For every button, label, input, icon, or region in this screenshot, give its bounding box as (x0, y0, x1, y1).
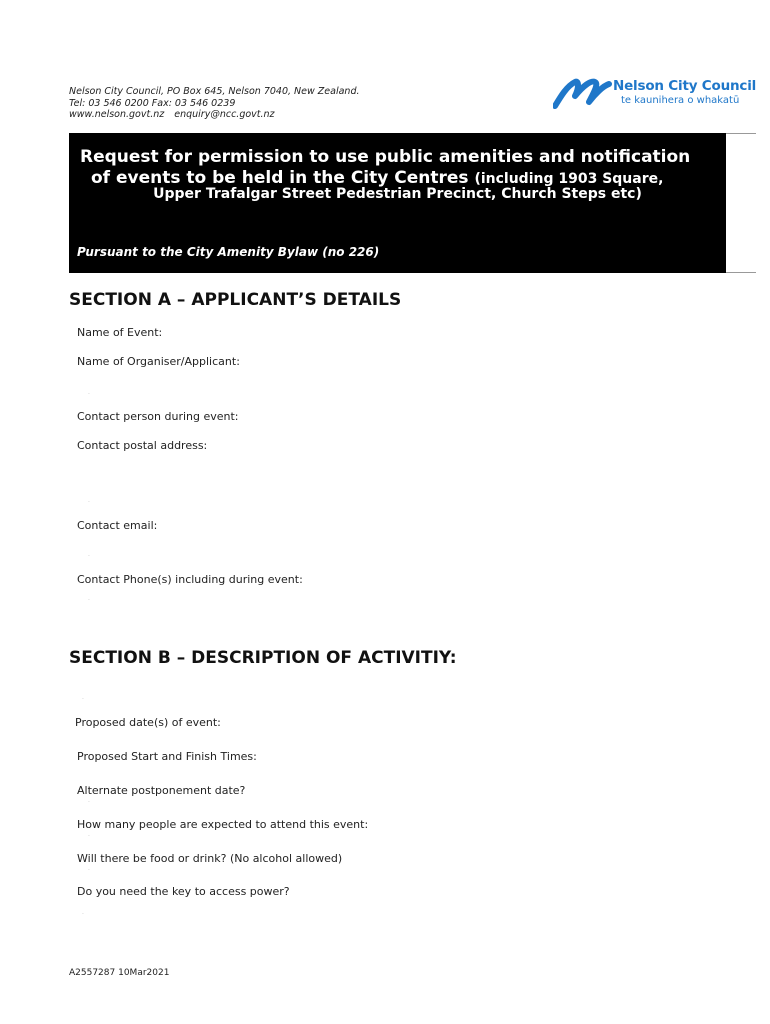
field-entry-mark: · (88, 799, 90, 806)
title-banner (69, 133, 726, 273)
website-link[interactable]: www.nelson.govt.nz (69, 109, 165, 120)
field-label-event-name: Name of Event: (77, 326, 163, 339)
web-email-line (69, 109, 360, 121)
field-label-start-finish-times: Proposed Start and Finish Times: (77, 750, 257, 763)
field-label-food-drink: Will there be food or drink? (No alcohol allowed) (77, 852, 343, 865)
field-entry-mark: · (88, 553, 90, 560)
field-entry-mark: · (88, 499, 90, 506)
email-link[interactable]: enquiry@ncc.govt.nz (174, 109, 275, 120)
council-address-block (69, 86, 360, 121)
banner-title-line3: Upper Trafalgar Street Pedestrian Precinct, Church Steps etc) (153, 186, 642, 202)
field-entry-mark: · (82, 696, 84, 703)
section-b-title: SECTION B – DESCRIPTION OF ACTIVITIY: (69, 648, 457, 668)
field-label-proposed-dates: Proposed date(s) of event: (75, 716, 221, 729)
council-logo-name: Nelson City Council (613, 78, 757, 94)
field-label-contact-email: Contact email: (77, 519, 158, 532)
field-entry-mark: · (88, 597, 90, 604)
document-reference: A2557287 10Mar2021 (69, 968, 170, 978)
field-label-organiser: Name of Organiser/Applicant: (77, 355, 240, 368)
field-label-contact-person: Contact person during event: (77, 410, 239, 423)
council-logo (553, 76, 757, 112)
field-entry-mark: · (82, 911, 84, 918)
field-entry-mark: · (88, 391, 90, 398)
field-label-postal-address: Contact postal address: (77, 439, 208, 452)
field-entry-mark: · (88, 833, 90, 840)
phone-line: Tel: 03 546 0200 Fax: 03 546 0239 (69, 97, 236, 109)
banner-title-line2-main: of events to be held in the City Centres (91, 168, 469, 188)
field-label-attendance: How many people are expected to attend this event: (77, 818, 369, 831)
banner-title-line1: Request for permission to use public amenities and notification (80, 147, 691, 167)
banner-title-line2-small: (including 1903 Square, (474, 171, 664, 187)
banner-title-line2 (91, 168, 663, 188)
field-label-power-key: Do you need the key to access power? (77, 885, 290, 898)
council-logo-icon (553, 76, 613, 112)
address-line: Nelson City Council, PO Box 645, Nelson 7040, New Zealand. (69, 86, 360, 97)
banner-rule-top (726, 133, 756, 134)
banner-bylaw-note: Pursuant to the City Amenity Bylaw (no 226) (77, 245, 380, 259)
council-logo-tagline: te kaunihera o whakatū (621, 95, 740, 106)
section-a-title: SECTION A – APPLICANT’S DETAILS (69, 290, 402, 310)
banner-rule-bottom (726, 272, 756, 273)
field-label-postponement-date: Alternate postponement date? (77, 784, 246, 797)
field-label-contact-phone: Contact Phone(s) including during event: (77, 573, 303, 586)
field-entry-mark: · (88, 867, 90, 874)
